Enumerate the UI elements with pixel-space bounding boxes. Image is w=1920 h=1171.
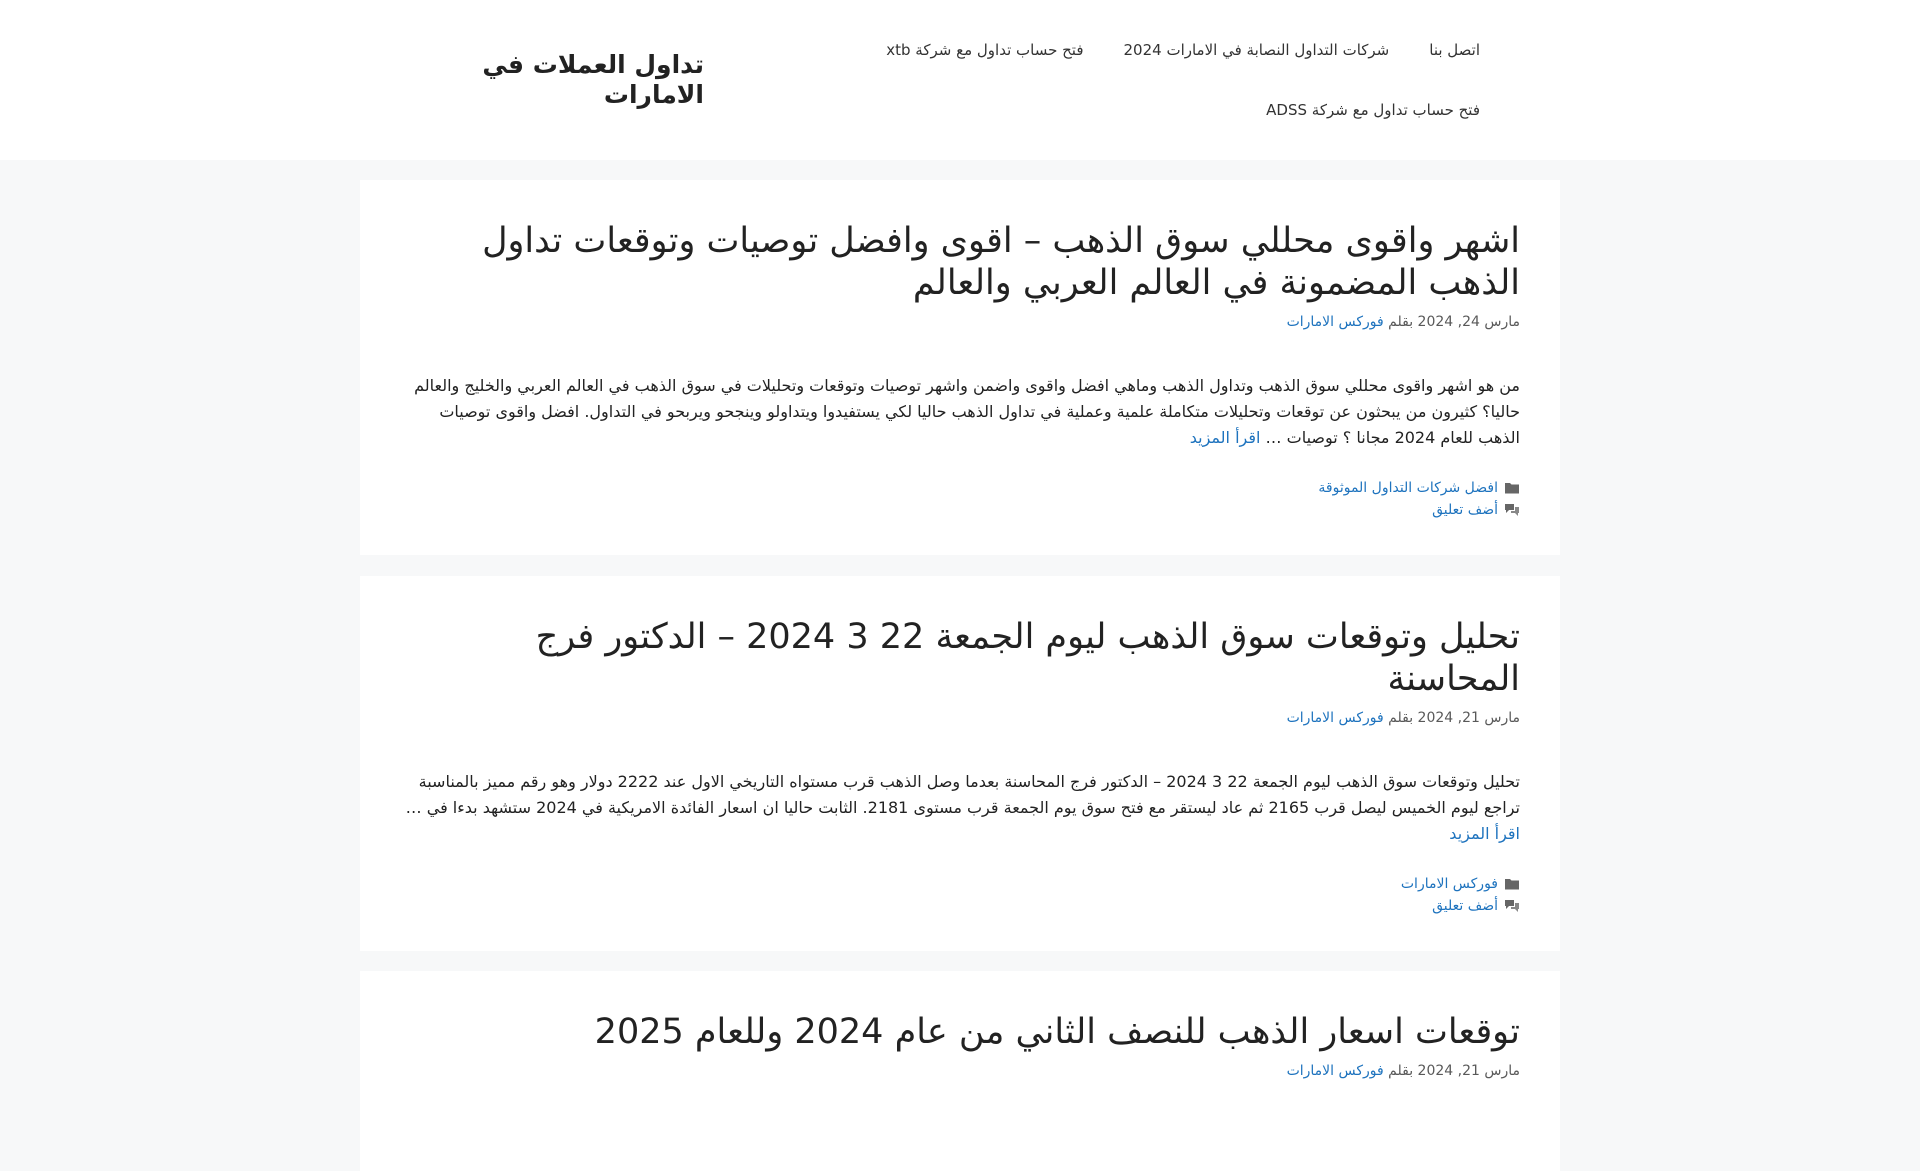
nav-item-scam-companies[interactable]: شركات التداول النصابة في الامارات 2024 [1123, 41, 1390, 59]
add-comment-link[interactable]: أضف تعليق [1432, 502, 1498, 518]
post-comment-row [400, 895, 1520, 917]
post-title[interactable]: اشهر واقوى محللي سوق الذهب – اقوى وافضل توصيات وتوقعات تداول الذهب المضمونة في العالم العربي والعالم [482, 221, 1520, 303]
post-category-row [400, 477, 1520, 499]
post-comment-row [400, 499, 1520, 521]
site-title[interactable]: تداول العملات في الامارات [482, 50, 704, 109]
add-comment-link[interactable]: أضف تعليق [1432, 898, 1498, 914]
post-footer-meta [400, 873, 1520, 917]
post-excerpt-text: تحليل وتوقعات سوق الذهب ليوم الجمعة 22 3 2024 – الدكتور فرج المحاسنة بعدما وصل الذهب قرب مستواه التاريخي الاول عند 2222 دولار وهو رقم مميز بالمناسبة تراجع ليوم الخميس ليصل قرب 2165 ثم عاد ليستقر مع فتح سوق يوم الجمعة قرب مستوى 2181. الثابت حاليا ان اسعار الفائدة الامريكية في 2024 ستشهد بدءا في … [405, 772, 1520, 817]
site-header [0, 0, 1920, 160]
post-by-label: بقلم [1388, 314, 1414, 330]
nav-item-xtb-account[interactable]: فتح حساب تداول مع شركة xtb [886, 41, 1084, 59]
post-meta [400, 707, 1520, 729]
post-date[interactable]: مارس 21, 2024 [1417, 1063, 1520, 1079]
post-date[interactable]: مارس 24, 2024 [1417, 314, 1520, 330]
post-author-link[interactable]: فوركس الامارات [1286, 314, 1384, 330]
comments-icon [1504, 502, 1520, 518]
primary-nav-row-2 [1246, 98, 1500, 122]
post-title[interactable]: تحليل وتوقعات سوق الذهب ليوم الجمعة 22 3 2024 – الدكتور فرج المحاسنة [535, 617, 1520, 699]
post-excerpt [400, 769, 1520, 847]
post-author-link[interactable]: فوركس الامارات [1286, 710, 1384, 726]
post-by-label: بقلم [1388, 1063, 1414, 1079]
nav-item-contact[interactable]: اتصل بنا [1429, 41, 1480, 59]
post-card [360, 971, 1560, 1171]
primary-nav-row-1 [866, 38, 1500, 62]
read-more-link[interactable]: اقرأ المزيد [1449, 824, 1520, 843]
read-more-link[interactable]: اقرأ المزيد [1189, 428, 1261, 447]
post-title[interactable]: توقعات اسعار الذهب للنصف الثاني من عام 2024 وللعام 2025 [594, 1012, 1520, 1052]
post-footer-meta [400, 477, 1520, 521]
post-author-link[interactable]: فوركس الامارات [1286, 1063, 1384, 1079]
nav-item-adss-account[interactable]: فتح حساب تداول مع شركة ADSS [1266, 101, 1480, 119]
post-by-label: بقلم [1388, 710, 1414, 726]
post-category-link[interactable]: فوركس الامارات [1400, 876, 1498, 892]
post-card [360, 576, 1560, 951]
post-date[interactable]: مارس 21, 2024 [1417, 710, 1520, 726]
comments-icon [1504, 898, 1520, 914]
post-meta [400, 311, 1520, 333]
post-excerpt [400, 373, 1520, 451]
post-category-link[interactable]: افضل شركات التداول الموثوقة [1318, 480, 1498, 496]
post-category-row [400, 873, 1520, 895]
post-excerpt-text: من هو اشهر واقوى محللي سوق الذهب وتداول الذهب وماهي افضل واقوى واضمن واشهر توصيات وتوقعات وتحليلات في سوق الذهب في العالم العربي والخليج والعالم حاليا؟ كثيرون من يبحثون عن توقعات وتحليلات متكاملة علمية وعملية في تداول الذهب حاليا لكي يستفيدوا ويتداولو وينجحو ويربحو في التداول. افضل واقوى توصيات الذهب للعام 2024 مجانا ؟ توصيات … [414, 376, 1520, 447]
folder-icon [1504, 480, 1520, 496]
post-card [360, 180, 1560, 555]
post-meta [400, 1060, 1520, 1082]
folder-icon [1504, 876, 1520, 892]
